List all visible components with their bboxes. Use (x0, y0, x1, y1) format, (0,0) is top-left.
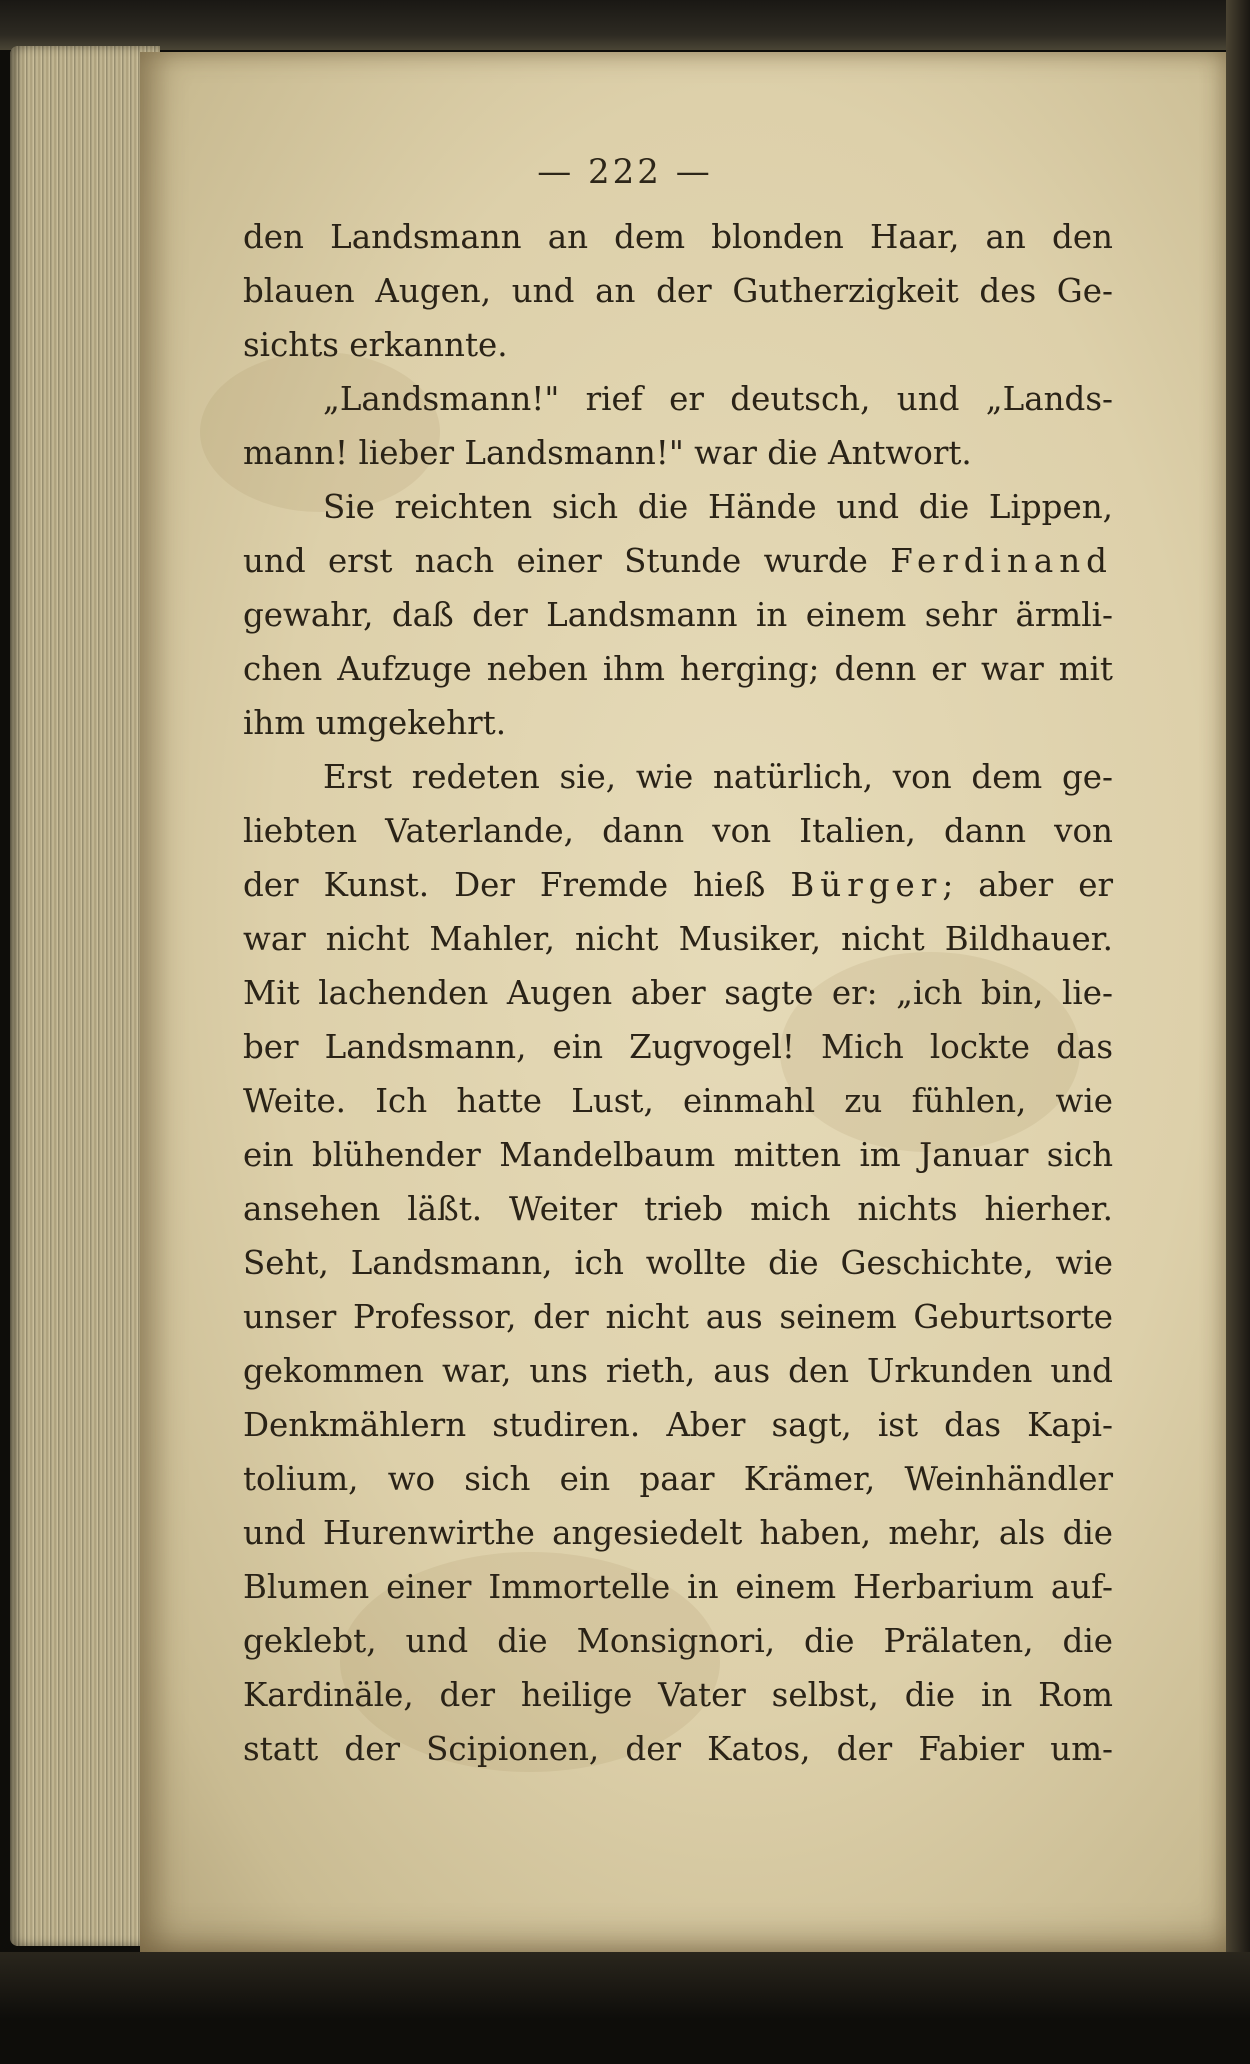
text-line: sichts erkannte. (243, 326, 508, 364)
text-line: ihm umgekehrt. (243, 704, 507, 742)
text-line: ein blühender Mandelbaum mitten im Januar sich (243, 1136, 1113, 1174)
text-line: gewahr, daß der Landsmann in einem sehr ärmli- (243, 596, 1113, 634)
spaced-name: Ferdinand (890, 542, 1113, 580)
text-line: chen Aufzuge neben ihm herging; denn er war mit (243, 650, 1113, 688)
text-line: „Landsmann!" rief er deutsch, und „Lands- (323, 380, 1113, 418)
text-line (243, 858, 1113, 912)
text-line: liebten Vaterlande, dann von Italien, dann von (243, 812, 1113, 850)
text-line: Erst redeten sie, wie natürlich, von dem ge- (323, 758, 1113, 796)
text-line: Denkmählern studiren. Aber sagt, ist das Kapi- (243, 1406, 1113, 1444)
text-line: tolium, wo sich ein paar Krämer, Weinhändler (243, 1460, 1113, 1498)
text-line: war nicht Mahler, nicht Musiker, nicht Bildhauer. (243, 920, 1113, 958)
book-cover-top (0, 0, 1250, 50)
text-line (243, 534, 1113, 588)
text-line: mann! lieber Landsmann!" war die Antwort. (243, 434, 972, 472)
text-line: ansehen läßt. Weiter trieb mich nichts hierher. (243, 1190, 1113, 1228)
book-cover-right (1226, 0, 1250, 2064)
text-line: blauen Augen, und an der Gutherzigkeit des Ge- (243, 272, 1113, 310)
text-line: Mit lachenden Augen aber sagte er: „ich bin, lie- (243, 974, 1113, 1012)
book-cover-bottom (0, 1952, 1250, 2064)
text-line: Weite. Ich hatte Lust, einmahl zu fühlen, wie (243, 1082, 1113, 1120)
text-line: Sie reichten sich die Hände und die Lippen, (323, 488, 1113, 526)
text-segment: und erst nach einer Stunde wurde (243, 542, 868, 580)
text-line: Kardinäle, der heilige Vater selbst, die in Rom (243, 1676, 1113, 1714)
text-line: unser Professor, der nicht aus seinem Geburtsorte (243, 1298, 1113, 1336)
text-line: Blumen einer Immortelle in einem Herbarium auf- (243, 1568, 1113, 1606)
text-line: und Hurenwirthe angesiedelt haben, mehr, als die (243, 1514, 1113, 1552)
text-line: statt der Scipionen, der Katos, der Fabier um- (243, 1730, 1113, 1768)
text-line: gekommen war, uns rieth, aus den Urkunden und (243, 1352, 1113, 1390)
text-line: ber Landsmann, ein Zugvogel! Mich lockte das (243, 1028, 1113, 1066)
page-edges (10, 46, 160, 1946)
text-line: geklebt, und die Monsignori, die Prälaten, die (243, 1622, 1113, 1660)
page-text (243, 210, 1113, 1776)
text-line: den Landsmann an dem blonden Haar, an den (243, 218, 1113, 256)
text-segment: ; aber er (942, 866, 1113, 904)
text-line: Seht, Landsmann, ich wollte die Geschichte, wie (243, 1244, 1113, 1282)
page-number-header: — 222 — (537, 152, 713, 192)
spaced-name: Bürger (790, 866, 943, 904)
text-segment: der Kunst. Der Fremde hieß (243, 866, 766, 904)
